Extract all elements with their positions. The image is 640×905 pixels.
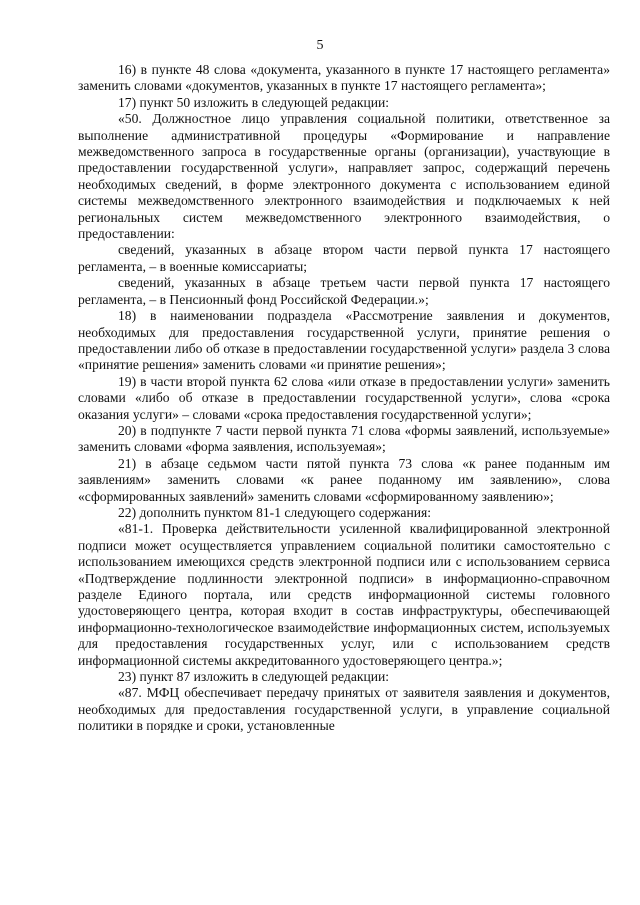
paragraph-point-50: «50. Должностное лицо управления социальной политики, ответственное за выполнение административной процедуры «Формирование и направление межведомственного запроса в государственные органы (организации), участвующие в предоставлении государственной услуги», направляет запрос, содержащий перечень необходимых сведений, в форме электронного документа с использованием единой системы межведомственного электронного взаимодействия и подключаемых к ней региональных систем межведомственного электронного взаимодействия, о предоставлении: <box>78 111 610 242</box>
paragraph-point-87: «87. МФЦ обеспечивает передачу принятых от заявителя заявления и документов, необходимых для предоставления государственной услуги, в управление социальной политики в порядке и сроки, установленные <box>78 685 610 734</box>
paragraph-item-18: 18) в наименовании подраздела «Рассмотрение заявления и документов, необходимых для предоставления государственной услуги, принятие решения о предоставлении либо об отказе в предоставлении государственной услуги» раздела 3 слова «принятие решения» заменить словами «и принятие решения»; <box>78 308 610 373</box>
paragraph-item-20: 20) в подпункте 7 части первой пункта 71 слова «формы заявлений, используемые» заменить словами «форма заявления, используемая»; <box>78 422 610 455</box>
paragraph-item-22: 22) дополнить пунктом 81-1 следующего содержания: <box>118 504 432 520</box>
page-number: 5 <box>316 38 324 53</box>
paragraph-item-16: 16) в пункте 48 слова «документа, указанного в пункте 17 настоящего регламента» заменить словами «документов, указанных в пункте 17 настоящего регламента»; <box>78 62 610 94</box>
paragraph-item-19: 19) в части второй пункта 62 слова «или отказе в предоставлении услуги» заменить словами «либо об отказе в предоставлении государственной услуги», слова «срока оказания услуги» – словами «срока предоставления государственной услуги»; <box>78 373 610 422</box>
paragraph-point-50-sub-1: сведений, указанных в абзаце втором части первой пункта 17 настоящего регламента, – в военные комиссариаты; <box>78 242 610 274</box>
document-body <box>78 62 610 735</box>
paragraph-point-81-1: «81-1. Проверка действительности усиленной квалифицированной электронной подписи может осуществляется управлением социальной политики самостоятельно с использованием имеющихся средств электронной подписи или с использованием сервиса «Подтверждение подлинности электронной подписи» в информационно-справочном разделе Единого портала, или средств информационной системы головного удостоверяющего центра, которая входит в состав инфраструктуры, обеспечивающей информационно-технологическое взаимодействие информационных систем, используемых для предоставления государственных услуг, или с использованием средств информационной системы аккредитованного удостоверяющего центра.»; <box>78 521 610 668</box>
paragraph-item-21: 21) в абзаце седьмом части пятой пункта 73 слова «к ранее поданным им заявлениям» заменить словами «к ранее поданному им заявлению», слова «сформированных заявлений» заменить словами «сформированному заявлению»; <box>78 455 610 504</box>
paragraph-item-23: 23) пункт 87 изложить в следующей редакции: <box>118 669 390 685</box>
paragraph-point-50-sub-2: сведений, указанных в абзаце третьем части первой пункта 17 настоящего регламента, – в Пенсионный фонд Российской Федерации.»; <box>78 275 610 307</box>
paragraph-item-17: 17) пункт 50 изложить в следующей редакции: <box>118 94 390 110</box>
